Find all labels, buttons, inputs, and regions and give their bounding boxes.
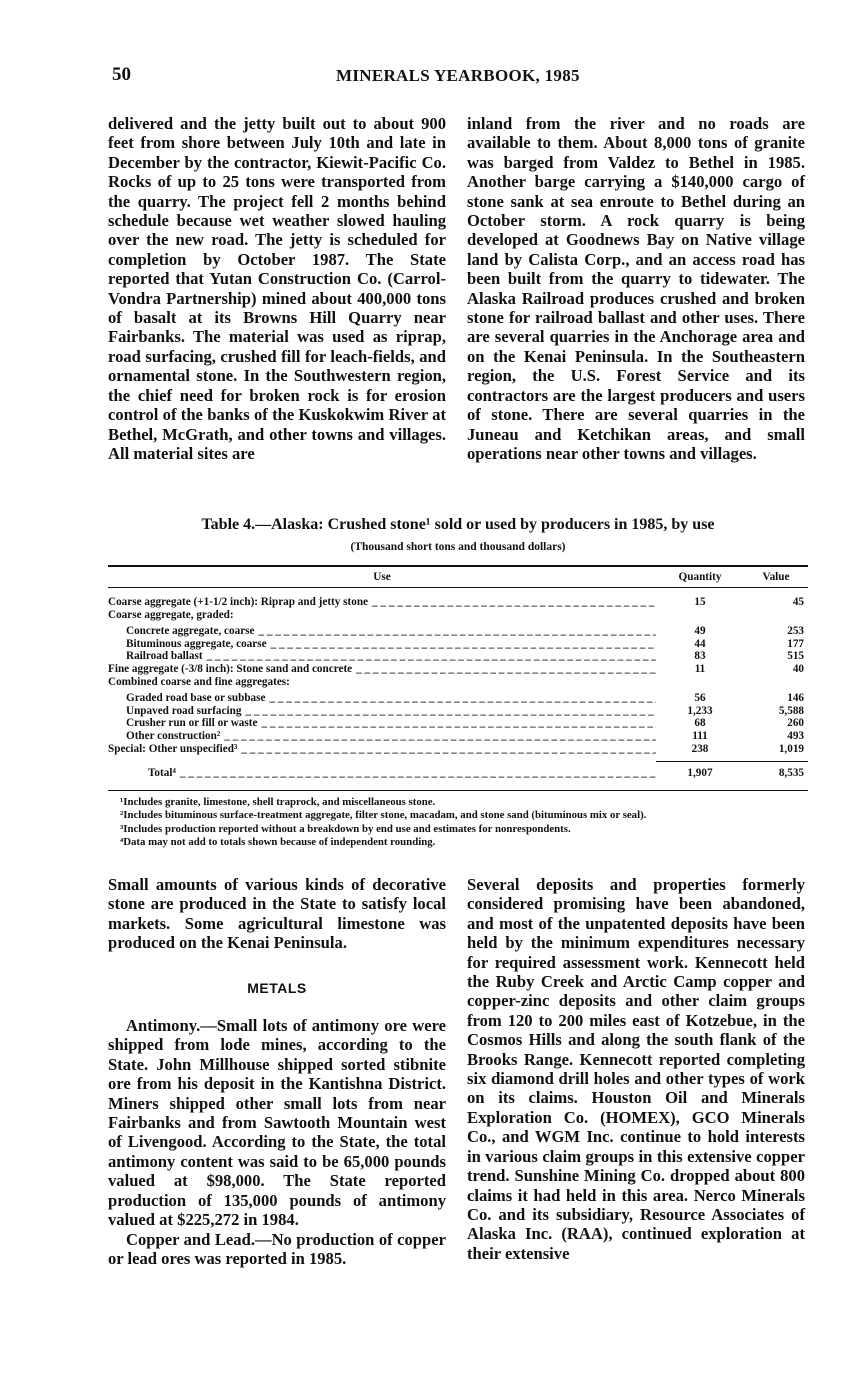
row-value: 493 xyxy=(787,729,804,742)
row-value: 260 xyxy=(787,717,804,730)
table-row xyxy=(108,717,808,730)
footnote: ¹Includes granite, limestone, shell traprock, and miscellaneous stone. xyxy=(120,796,436,808)
table-row xyxy=(108,625,808,638)
row-label-cell xyxy=(108,676,656,689)
column-header-quantity: Quantity xyxy=(678,571,722,583)
row-label-cell xyxy=(108,730,656,743)
crushed-stone-table xyxy=(108,565,808,791)
leader-dots xyxy=(257,717,656,730)
table-row xyxy=(108,743,808,756)
row-label: Combined coarse and fine aggregates: xyxy=(108,675,290,688)
row-label: Graded road base or subbase xyxy=(126,692,266,705)
row-label-cell xyxy=(108,625,656,638)
row-label-cell xyxy=(108,596,656,609)
row-label-cell xyxy=(108,609,656,622)
row-label: Unpaved road surfacing xyxy=(126,704,242,717)
table-row xyxy=(108,705,808,718)
row-value: 1,019 xyxy=(778,742,804,755)
total-label: Total⁴ xyxy=(148,767,176,780)
row-quantity: 44 xyxy=(694,637,706,650)
table-row xyxy=(108,609,808,622)
row-value: 253 xyxy=(787,625,804,638)
row-quantity: 83 xyxy=(694,650,706,663)
copper-lead-text: —No production of copper or lead ores was reported in 1985. xyxy=(108,1229,446,1268)
table-header-row xyxy=(108,567,808,587)
paragraph-antimony xyxy=(108,1016,446,1229)
row-quantity: 11 xyxy=(694,662,706,675)
total-rule xyxy=(656,761,808,762)
table-body xyxy=(108,596,808,755)
body-column-top-right xyxy=(467,114,805,463)
total-quantity: 1,907 xyxy=(687,767,713,780)
leader-dots xyxy=(368,596,656,609)
row-quantity: 15 xyxy=(694,596,706,608)
table-total-row xyxy=(108,767,808,780)
row-label: Special: Other unspecified³ xyxy=(108,742,238,755)
column-header-value: Value xyxy=(762,571,790,583)
row-label: Concrete aggregate, coarse xyxy=(126,625,255,638)
paragraph-copper-lead xyxy=(108,1230,446,1269)
row-label-cell xyxy=(108,663,656,676)
paragraph: delivered and the jetty built out to about 900 feet from shore between July 10th and late in December by the contractor, Kiewit-Pacific Co. Rocks of up to 25 tons were transported from the quarry. The project fell 2 months behind schedule because wet weather slowed hauling over the new road. The jetty is scheduled for completion by October 1987. The State reported that Yutan Construction Co. (Carrol-Vondra Partnership) mined about 400,000 tons of basalt at its Browns Hill Quarry near Fairbanks. The material was used as riprap, road surfacing, crushed fill for leach-fields, and ornamental stone. In the Southwestern region, the chief need for broken rock is for erosion control of the banks of the Kuskokwim River at Bethel, McGrath, and other towns and villages. All material sites are xyxy=(108,114,446,463)
table-row xyxy=(108,596,808,609)
row-label: Coarse aggregate (+1-1/2 inch): Riprap and jetty stone xyxy=(108,596,369,608)
row-label: Bituminous aggregate, coarse xyxy=(126,637,267,650)
paragraph: inland from the river and no roads are available to them. About 8,000 tons of granite was barged from Valdez to Bethel in 1985. Another barge carrying a $140,000 cargo of stone sank at sea enroute to Bethel during an October storm. A rock quarry is being developed at Goodnews Bay on Native village land by Calista Corp., and an access road has been built from the quarry to tidewater. The Alaska Railroad produces crushed and broken stone for railroad ballast and other uses. There are several quarries in the Anchorage area and on the Kenai Peninsula. In the Southeastern region, the U.S. Forest Service and its contractors are the largest producers and users of stone. There are several quarries in the Juneau and Ketchikan areas, and small operations near other towns and villages. xyxy=(467,114,805,463)
row-label-cell xyxy=(108,705,656,718)
row-label-cell xyxy=(108,650,656,663)
row-quantity: 238 xyxy=(691,742,709,755)
table-footnotes xyxy=(120,796,646,850)
total-value: 8,535 xyxy=(778,767,804,780)
footnote: ²Includes bituminous surface-treatment aggregate, filter stone, macadam, and stone sand (bituminous mix or seal). xyxy=(120,809,647,822)
section-heading-metals: METALS xyxy=(247,979,307,996)
leader-dots xyxy=(220,730,656,743)
paragraph: Several deposits and properties formerly considered promising have been abandoned, and most of the unpatented deposits have been held by the minimum expenditures necessary for required assessment work. Kennecott held the Ruby Creek and Arctic Camp copper and copper-zinc deposits and other claim groups from 120 to 200 miles east of Kotzebue, in the Cosmos Hills and along the south flank of the Brooks Range. Kennecott reported completing six diamond drill holes and other types of work on its claims. Houston Oil and Minerals Exploration Co. (HOMEX), GCO Minerals Co., and WGM Inc. continue to hold interests in various claim groups in this extensive copper trend. Sunshine Mining Co. dropped about 800 claims it had held in this area. Nerco Minerals Co. and its subsidiary, Resource Associates of Alaska Inc. (RAA), continued exploration at their extensive xyxy=(467,875,805,1263)
table-row xyxy=(108,650,808,663)
leader-dots xyxy=(352,663,656,676)
page-number: 50 xyxy=(112,64,131,85)
row-label-cell xyxy=(108,743,656,756)
row-value: 177 xyxy=(787,637,804,650)
table-title: Table 4.—Alaska: Crushed stone¹ sold or used by producers in 1985, by use xyxy=(201,516,715,533)
leader-dots xyxy=(241,705,656,718)
table-row xyxy=(108,730,808,743)
row-label: Other construction² xyxy=(126,729,221,742)
antimony-text: —Small lots of antimony ore were shipped from lode mines, according to the State. John Millhouse shipped sorted stibnite ore from his deposit in the Kantishna District. Miners shipped other small lots from near Fairbanks and from Sawtooth Mountain west of Livengood. According to the State, the total antimony content was said to be 65,000 pounds valued at $98,000. The State reported production of 135,000 pounds of antimony valued at $225,272 in 1984. xyxy=(108,1016,446,1230)
row-label: Coarse aggregate, graded: xyxy=(108,608,234,621)
row-value: 515 xyxy=(787,650,804,663)
table-row xyxy=(108,638,808,651)
footnote: ⁴Data may not add to totals shown because of independent rounding. xyxy=(120,836,436,849)
row-label: Crusher run or fill or waste xyxy=(126,717,258,730)
table-row xyxy=(108,692,808,705)
table-row xyxy=(108,676,808,689)
table-row xyxy=(108,663,808,676)
row-label: Railroad ballast xyxy=(126,650,203,663)
row-quantity: 49 xyxy=(694,625,706,638)
body-column-bottom-left xyxy=(108,875,446,1268)
row-value: 5,588 xyxy=(778,704,804,717)
paragraph: Small amounts of various kinds of decorative stone are produced in the State to satisfy local markets. Some agricultural limestone was produced on the Kenai Peninsula. xyxy=(108,875,446,953)
row-label-cell xyxy=(108,638,656,651)
row-value: 146 xyxy=(787,692,804,705)
body-column-bottom-right xyxy=(467,875,805,1263)
row-label: Fine aggregate (-3/8 inch): Stone sand and concrete xyxy=(108,662,353,675)
row-quantity: 1,233 xyxy=(687,704,713,717)
runin-heading-antimony: Antimony. xyxy=(126,1016,201,1036)
leader-dots xyxy=(267,638,656,651)
column-header-use: Use xyxy=(373,571,391,583)
table-subtitle: (Thousand short tons and thousand dollars) xyxy=(350,541,566,553)
running-head: MINERALS YEARBOOK, 1985 xyxy=(336,66,580,85)
leader-dots xyxy=(237,743,656,756)
row-value: 40 xyxy=(792,662,804,675)
row-quantity: 68 xyxy=(694,717,706,730)
leader-dots xyxy=(203,650,656,663)
leader-dots xyxy=(265,692,656,705)
footnote: ³Includes production reported without a breakdown by end use and estimates for nonrespondents. xyxy=(120,822,571,835)
row-label-cell xyxy=(108,692,656,705)
row-quantity: 111 xyxy=(692,729,708,742)
row-quantity: 56 xyxy=(694,692,706,705)
body-column-top-left xyxy=(108,114,446,463)
table-bottom-rule xyxy=(108,790,808,791)
row-label-cell xyxy=(108,717,656,730)
row-value: 45 xyxy=(792,596,804,608)
runin-heading-copper-lead: Copper and Lead. xyxy=(126,1229,255,1249)
leader-dots xyxy=(255,625,657,638)
